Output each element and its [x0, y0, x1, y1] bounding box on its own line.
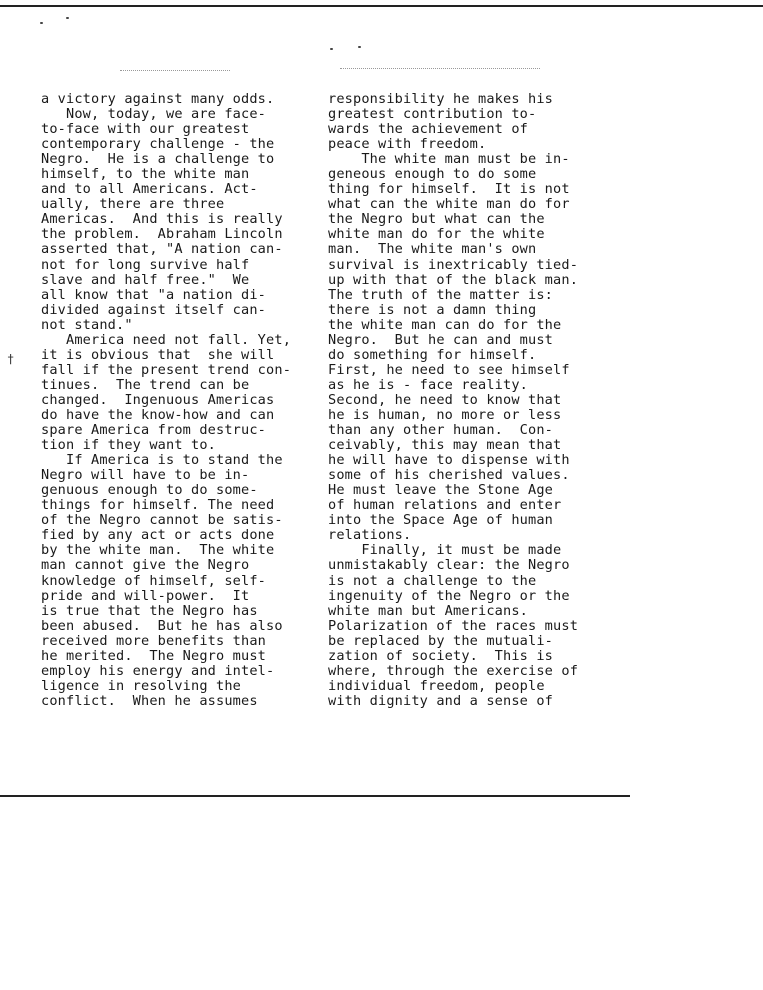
text-line: Now, today, we are face- [41, 106, 267, 123]
scan-speck [40, 22, 43, 24]
text-line: He must leave the Stone Age [328, 482, 554, 499]
text-line: survival is inextricably tied- [328, 256, 579, 273]
text-line: is true that the Negro has [41, 602, 258, 619]
text-line: responsibility he makes his [328, 91, 554, 107]
text-line: Americas. And this is really [41, 211, 283, 228]
text-line: knowledge of himself, self- [41, 572, 267, 589]
text-line: Negro will have to be in- [41, 467, 250, 484]
text-line: he merited. The Negro must [41, 647, 267, 664]
text-line: with dignity and a sense of [328, 692, 554, 709]
text-line: do have the know-how and can [41, 406, 275, 423]
text-line: tinues. The trend can be [41, 376, 250, 393]
text-line: a victory against many odds. [41, 91, 275, 107]
text-line: where, through the exercise of [328, 662, 579, 679]
text-line: individual freedom, people [328, 677, 545, 694]
text-line: is not a challenge to the [328, 572, 537, 589]
margin-mark: † [7, 352, 15, 366]
text-line: First, he need to see himself [328, 361, 570, 378]
text-line: not stand." [41, 316, 133, 333]
text-line: of human relations and enter [328, 497, 562, 514]
text-line: the white man can do for the [328, 316, 562, 333]
text-line: Finally, it must be made [328, 542, 562, 559]
text-line: to-face with our greatest [41, 121, 250, 138]
text-line: peace with freedom. [328, 136, 487, 153]
text-line: The truth of the matter is: [328, 286, 554, 303]
text-line: he will have to dispense with [328, 452, 570, 469]
text-line: be replaced by the mutuali- [328, 632, 554, 649]
text-line: fall if the present trend con- [41, 361, 292, 378]
text-line: things for himself. The need [41, 497, 275, 514]
text-line: than any other human. Con- [328, 422, 554, 439]
text-line: ingenuity of the Negro or the [328, 587, 570, 604]
text-line: it is obvious that she will [41, 346, 275, 363]
text-line: ceivably, this may mean that [328, 437, 562, 454]
text-line: slave and half free." We [41, 271, 250, 288]
scan-speck [358, 46, 361, 48]
left-column [41, 92, 311, 709]
text-line: Second, he need to know that [328, 391, 562, 408]
text-line: by the white man. The white [41, 542, 275, 559]
text-line: If America is to stand the [41, 452, 283, 469]
text-line: unmistakably clear: the Negro [328, 557, 570, 574]
text-line: what can the white man do for [328, 196, 570, 213]
text-line: employ his energy and intel- [41, 662, 275, 679]
text-line: been abused. But he has also [41, 617, 283, 634]
text-line: man. The white man's own [328, 241, 537, 258]
right-column [328, 92, 613, 709]
text-line: changed. Ingenuous Americas [41, 391, 275, 408]
text-line: received more benefits than [41, 632, 267, 649]
text-line: do something for himself. [328, 346, 537, 363]
text-line: divided against itself can- [41, 301, 267, 318]
text-line: spare America from destruc- [41, 422, 267, 439]
text-line: into the Space Age of human [328, 512, 554, 529]
text-line: genuous enough to do some- [41, 482, 258, 499]
text-line: Negro. He is a challenge to [41, 151, 275, 168]
text-line: himself, to the white man [41, 166, 250, 183]
text-line: conflict. When he assumes [41, 692, 258, 709]
text-line: Polarization of the races must [328, 617, 579, 634]
text-line: of the Negro cannot be satis- [41, 512, 283, 529]
text-line: not for long survive half [41, 256, 250, 273]
text-line: as he is - face reality. [328, 376, 529, 393]
text-line: he is human, no more or less [328, 406, 562, 423]
text-line: wards the achievement of [328, 121, 529, 138]
text-line: contemporary challenge - the [41, 136, 275, 153]
scan-speck [330, 48, 333, 50]
text-line: thing for himself. It is not [328, 181, 570, 198]
text-line: the problem. Abraham Lincoln [41, 226, 283, 243]
text-line: Negro. But he can and must [328, 331, 554, 348]
text-line: greatest contribution to- [328, 106, 537, 123]
scan-dots [120, 70, 230, 72]
text-line: some of his cherished values. [328, 467, 570, 484]
scan-dots [340, 68, 540, 70]
text-line: white man do for the white [328, 226, 545, 243]
text-line: ligence in resolving the [41, 677, 242, 694]
text-line: asserted that, "A nation can- [41, 241, 283, 258]
text-line: relations. [328, 527, 412, 544]
text-line: pride and will-power. It [41, 587, 250, 604]
text-line: there is not a damn thing [328, 301, 537, 318]
text-line: America need not fall. Yet, [41, 331, 292, 348]
text-line: white man but Americans. [328, 602, 529, 619]
text-line: geneous enough to do some [328, 166, 537, 183]
scan-speck [66, 17, 69, 19]
text-line: all know that "a nation di- [41, 286, 267, 303]
text-line: up with that of the black man. [328, 271, 579, 288]
bottom-rule [0, 795, 630, 797]
text-line: fied by any act or acts done [41, 527, 275, 544]
top-rule [0, 5, 763, 7]
text-line: the Negro but what can the [328, 211, 545, 228]
text-line: man cannot give the Negro [41, 557, 250, 574]
text-line: zation of society. This is [328, 647, 554, 664]
text-line: ually, there are three [41, 196, 225, 213]
text-line: tion if they want to. [41, 437, 217, 454]
text-line: and to all Americans. Act- [41, 181, 258, 198]
text-line: The white man must be in- [328, 151, 570, 168]
